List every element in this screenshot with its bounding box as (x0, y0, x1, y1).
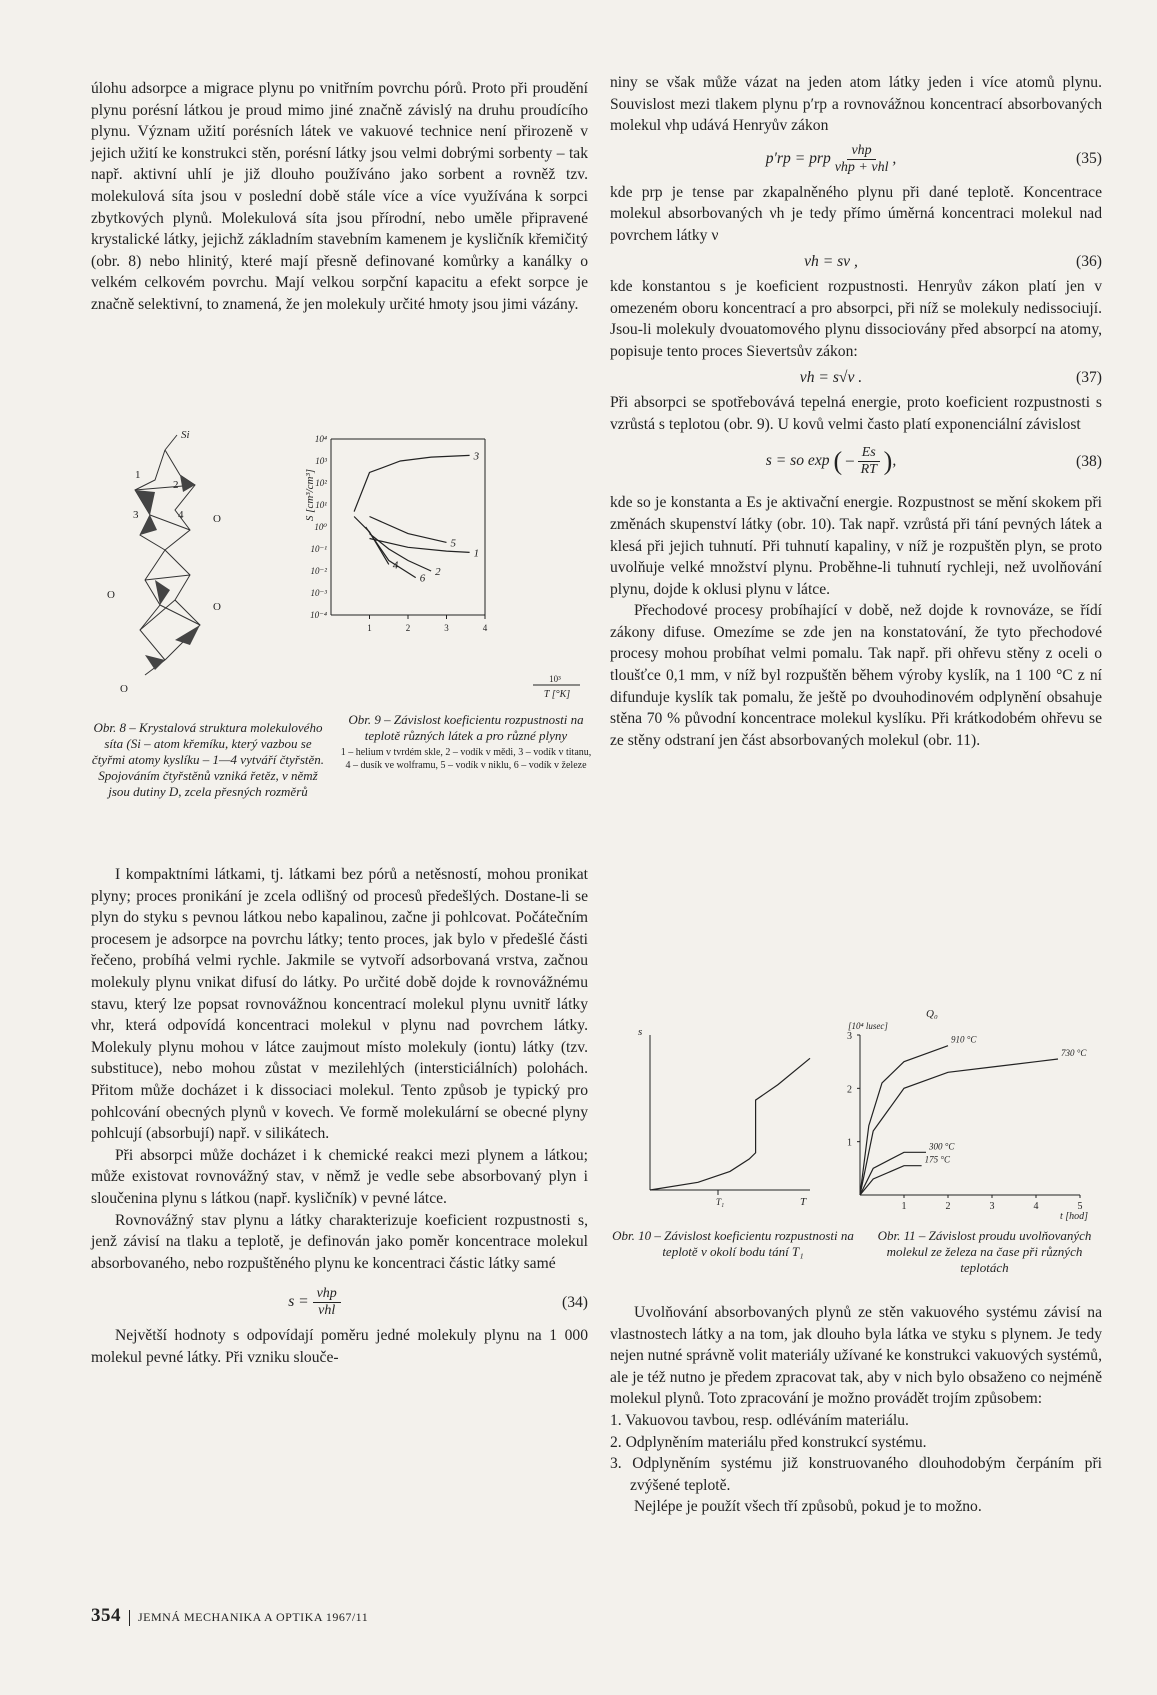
paragraph: Při absorpci se spotřebovává tepelná energie, proto koeficient rozpustnosti s vzrůstá s teplotou (obr. 9). U kovů velmi často platí exponenciální závislost (610, 394, 1102, 433)
figure-9-chart (295, 425, 595, 700)
fig11-series-label: 300 °C (929, 1141, 955, 1152)
fig9-y-axis-label: S [cm³/cm³] (304, 468, 316, 522)
figure-8-caption (88, 720, 328, 800)
processing-methods-list (610, 1410, 1102, 1496)
fig9-x-scale: 10³ (549, 674, 561, 684)
fig9-y-tick-label: 10² (315, 478, 327, 488)
fig11-x-axis-label: t [hod] (1060, 1211, 1089, 1222)
fig9-series-line (370, 517, 447, 543)
fig11-x-tick-label: 4 (1033, 1201, 1039, 1212)
fig8-label: 4 (178, 509, 184, 521)
fig11-series-label: 175 °C (924, 1154, 950, 1165)
fig8-label: 2 (173, 479, 179, 491)
eq36-expr: νh = sν , (804, 252, 858, 270)
equation-38: s = so exp ( – $\frac{Es}{RT}$ ), (38) (765, 445, 1102, 478)
fig10-curve (650, 1058, 810, 1190)
right-column (610, 72, 1102, 751)
page-number: 354 (91, 1605, 121, 1626)
fig11-series-label: 910 °C (951, 1034, 977, 1045)
eq34-den: νhl (318, 1303, 336, 1319)
fig8-label: O (120, 683, 128, 695)
eq37-expr: νh = s√ν . (799, 368, 863, 386)
fig10-y-axis-label: s (638, 1026, 643, 1038)
eq34-number: (34) (562, 1293, 588, 1311)
eq38-num: Es (858, 445, 880, 462)
fig9-x-tick-label: 4 (482, 623, 488, 633)
paragraph: niny se však může vázat na jeden atom látky jeden i více atomů plynu. Souvislost mezi tlakem plynu p′rp a rovnovážnou koncentrací absorbovaných molekul νhp udává Henryův zákon (610, 74, 1102, 135)
fig9-series-label: 6 (419, 572, 426, 585)
fig9-x-tick-label: 1 (367, 623, 372, 633)
eq35-num: νhp (847, 143, 875, 160)
eq34-lhs: s = (288, 1293, 309, 1311)
fig11-caption-text: Obr. 11 – Závislost proudu uvolňovaných molekul ze železa na čase při různých teplotách (877, 1228, 1092, 1275)
fig11-x-tick-label: 2 (945, 1201, 951, 1212)
fig9-series-label: 2 (435, 566, 441, 578)
fig9-x-tick-label: 3 (444, 623, 449, 633)
eq35-den: νhp + νhl (834, 159, 889, 175)
paragraph: kde so je konstanta a Es je aktivační energie. Rozpustnost se mění skokem při změnách skupenství látky (obr. 10). Tak např. vzrůstá při tání pevných látek a klesá při jejich tuhnutí. Při tuhnutí kapaliny, v níž je rozpuštěn plyn, se proto uvolňuje velké množství plynu. Proběhne-li tuhnutí rychleji, než uvolňování plynu, dojde k oklusi plynu v látce. (610, 494, 1102, 598)
paragraph: I kompaktními látkami, tj. látkami bez pórů a netěsností, mohou pronikat plyny; proces pronikání je zcela odlišný od procesů předešlých. Dostane-li se plyn do styku s pevnou látkou nebo kapalinou, začne ji pohlcovat. Počátečním procesem je adsorpce na povrchu látky; tento proces, jak bylo v předešlé části řečeno, probíhá velmi rychle. Jakmile se vytvoří adsorbovaná vrstva, začnou molekuly plynu vnikat difusí do látky. Po určité době dojde k rovnovážnému stavu, který lze popsat rovnovážnou koncentrací molekul plynu uvnitř látky νhr, která odpovídá koncentraci molekul ν plynu nad povrchem látky. Molekuly plynu mohou v látce zaujmout místo molekuly (iontu) látky (tzv. substituce), nebo mohou zůstat v mezilehlých (intersticiálních) polohách. Přitom může docházet i k dissociaci molekul. Tento způsob je typický pro pohlcování obecných plynů v kovech. Ve formě molekulární se obecné plyny pohlcují (absorbují) např. v silikátech. (91, 866, 588, 1143)
chart-11-svg (830, 1005, 1110, 1225)
fig9-x-tick-label: 2 (405, 623, 411, 633)
figure-9-caption (340, 712, 592, 772)
fig9-series-line (354, 455, 470, 511)
equation-37 (610, 367, 1102, 389)
footer-divider (129, 1610, 130, 1626)
fig8-label: O (213, 601, 221, 613)
figure-11-caption (862, 1228, 1107, 1276)
fig9-y-tick-label: 10⁴ (314, 434, 327, 444)
figure-8-crystal-structure (95, 430, 325, 700)
fig11-y-tick-label: 2 (847, 1084, 852, 1096)
paragraph: Přechodové procesy probíhající v době, než dojde k rovnováze, se řídí zákony difuse. Omezíme se zde jen na konstatování, že tyto přechodové procesy mohou probíhat velmi pomalu. Tak např. při ohřevu stěny z oceli o tloušťce 0,1 mm, v níž byl rozpuštěn během výroby kyslík, na 1 100 °C z ní difunduje kyslík tak pomalu, že ještě po dvouhodinovém odplynění obsahuje stěna 70 % původní koncentrace molekul kyslíku. Při krátkodobém ohřevu se ze stěny odstraní jen část absorbovaných molekul (obr. 11). (610, 602, 1102, 749)
eq35-number: (35) (1076, 150, 1102, 168)
equation-34 (91, 1286, 588, 1319)
fig9-series-line (370, 534, 432, 571)
fig11-series-line (860, 1046, 948, 1195)
right-column-continued (610, 1302, 1102, 1518)
paragraph: úlohu adsorpce a migrace plynu po vnitřním povrchu pórů. Proto při proudění plynu porésní látkou je proud mimo jiné značně závislý na druhu proudícího plynu. Význam užití porésních látek ve vakuové technice není přirozeně v jejich užití ke konstrukci stěn, porésní látky jsou velmi dobrými sorbenty – tak např. aktivní uhlí je již dlouho používáno jako sorbent a rovněž tzv. molekulová síta jsou v poslední době stále více a více využívána k sorpci zbytkových plynů. Molekulová síta jsou přírodní, nebo uměle připravené krystalické látky, jejichž základním stavebním kamenem je kysličník křemičitý (obr. 8) nebo hlinitý, které mají přesně definované komůrky a kanálky o velkém celkovém povrchu. Mají velkou sorpční kapacitu a efekt sorpce je značně selektivní, to znamená, že jen molekuly určité hmoty jsou jimi vázány. (91, 80, 588, 313)
fig11-y-axis-label: Q₀ (926, 1008, 938, 1020)
fig9-y-tick-label: 10⁰ (314, 522, 327, 532)
fig9-series-label: 4 (392, 559, 399, 572)
eq38-lhs: s = so exp (765, 452, 830, 470)
fig11-x-tick-label: 1 (901, 1201, 907, 1212)
fig9-series-line (366, 527, 416, 578)
paragraph: Nejlépe je použít všech tří způsobů, pokud je to možno. (634, 1498, 982, 1516)
fig9-x-axis-label: T [°K] (543, 689, 571, 700)
paragraph: Uvolňování absorbovaných plynů ze stěn vakuového systému závisí na vlastnostech látky a na tom, jak dlouho byla látka ve styku s plynem. Je tedy nejen nutné správně volit materiály užívané ke konstrukci vakuových systémů, ale je též nutno je předem zpracovat tak, aby v nich bylo obsaženo co nejméně molekul plynů. Toto zpracování je možno provádět trojím způsobem: (610, 1304, 1102, 1408)
page-footer (91, 1605, 368, 1627)
fig8-caption-text: Obr. 8 – Krystalová struktura molekulového síta (Si – atom křemíku, který vazbou se čtyřmi atomy kyslíku – 1—4 vytváří čtyřstěn. Spojováním čtyřstěnů vzniká řetěz, v němž jsou dutiny D, zcela přesných rozměrů (91, 720, 325, 799)
equation-35 (610, 143, 1102, 176)
equation-36 (610, 251, 1102, 273)
eq35-tail: , (892, 149, 897, 167)
fig9-y-tick-label: 10¹ (315, 500, 327, 510)
paragraph: Při absorpci může docházet i k chemické reakci mezi plynem a látkou; může existovat rovnovážný stav, v němž je vedle sebe absorbovaný plyn i sloučenina plynu s látkou (např. kysličník) v pevné látce. (91, 1146, 588, 1207)
fig8-label: O (107, 589, 115, 601)
fig11-series-line (860, 1152, 926, 1195)
eq38-number: (38) (1076, 453, 1102, 471)
fig11-y-tick-label: 1 (847, 1137, 852, 1149)
fig9-series-label: 5 (450, 537, 456, 550)
fig11-series-label: 730 °C (1061, 1048, 1087, 1058)
eq35-lhs: p′rp = prp (765, 149, 831, 167)
fig11-series-line (860, 1166, 922, 1195)
eq37-number: (37) (1076, 368, 1102, 386)
chart-10-svg (610, 1015, 825, 1215)
fig9-y-tick-label: 10⁻³ (310, 588, 327, 598)
list-item: 3. Odplyněním systému již konstruovaného dlouhodobým čerpáním při zvýšené teplotě. (610, 1455, 1102, 1494)
fig9-y-tick-label: 10³ (315, 456, 327, 466)
fig10-caption-text: Obr. 10 – Závislost koeficientu rozpustnosti na teplotě v okolí bodu tání T₁ (612, 1228, 854, 1259)
left-column-continued (91, 864, 588, 1368)
fig8-label: O (213, 513, 221, 525)
fig10-x-axis-label: T (800, 1196, 807, 1208)
fig8-label: 3 (133, 509, 139, 521)
eq36-number: (36) (1076, 252, 1102, 270)
fig11-x-tick-label: 5 (1077, 1201, 1083, 1212)
fig9-series-label: 3 (473, 450, 480, 463)
fig11-series-line (860, 1059, 1058, 1195)
figure-10-chart (610, 1015, 825, 1215)
fig11-y-unit: [10⁴ lusec] (848, 1021, 888, 1031)
paragraph: Největší hodnoty s odpovídají poměru jedné molekuly plynu na 1 000 molekul pevné látky. Při vzniku slouče- (91, 1327, 588, 1366)
fig9-y-tick-label: 10⁻¹ (310, 544, 327, 554)
fig10-melt-tick: T₁ (716, 1197, 725, 1207)
figure-10-caption (608, 1228, 858, 1260)
figure-11-chart (830, 1005, 1110, 1225)
paragraph: Rovnovážný stav plynu a látky charakterizuje koeficient rozpustnosti s, jenž závisí na tlaku a teplotě, je definován jako poměr koncentrace molekul absorbovaného, nebo rozpuštěného plynu ke koncentraci částic látky samé (91, 1211, 588, 1272)
fig8-label: 1 (135, 469, 141, 481)
fig11-y-tick-label: 3 (847, 1031, 852, 1042)
fig9-series-label: 1 (473, 547, 480, 560)
fig9-caption-title: Obr. 9 – Závislost koeficientu rozpustnosti na teplotě různých látek a pro různé plyny (348, 712, 584, 743)
list-item: 2. Odplyněním materiálu před konstrukcí systému. (610, 1433, 927, 1451)
paragraph: kde prp je tense par zkapalněného plynu při dané teplotě. Koncentrace molekul absorbovaných νh je tedy přímo úměrná koncentraci molekul nad povrchem látky ν (610, 183, 1102, 244)
fig9-y-tick-label: 10⁻⁴ (310, 610, 327, 620)
paragraph: kde konstantou s je koeficient rozpustnosti. Henryův zákon platí jen v omezeném oboru koncentrací a pro absorpci, při níž se molekuly nedissociují. Jsou-li molekuly dvouatomového plynu dissociovány před absorpcí na atomy, popisuje tento proces Sievertsův zákon: (610, 278, 1102, 360)
journal-name: JEMNÁ MECHANIKA A OPTIKA 1967/11 (138, 1610, 369, 1624)
list-item: 1. Vakuovou tavbou, resp. odléváním materiálu. (610, 1411, 909, 1429)
fig9-series-line (354, 517, 389, 565)
fig9-caption-legend: 1 – helium v tvrdém skle, 2 – vodík v mědi, 3 – vodík v titanu, 4 – dusík ve wolframu, 5 – vodík v niklu, 6 – vodík v železe (340, 747, 592, 771)
eq38-den: RT (860, 462, 877, 478)
fig11-x-tick-label: 3 (989, 1201, 995, 1212)
chart-9-svg (295, 425, 595, 700)
crystal-structure-drawing (95, 430, 325, 700)
fig8-label: Si (181, 430, 190, 441)
eq34-num: νhp (313, 1286, 341, 1303)
left-column (91, 78, 588, 316)
fig9-y-tick-label: 10⁻² (310, 566, 327, 576)
